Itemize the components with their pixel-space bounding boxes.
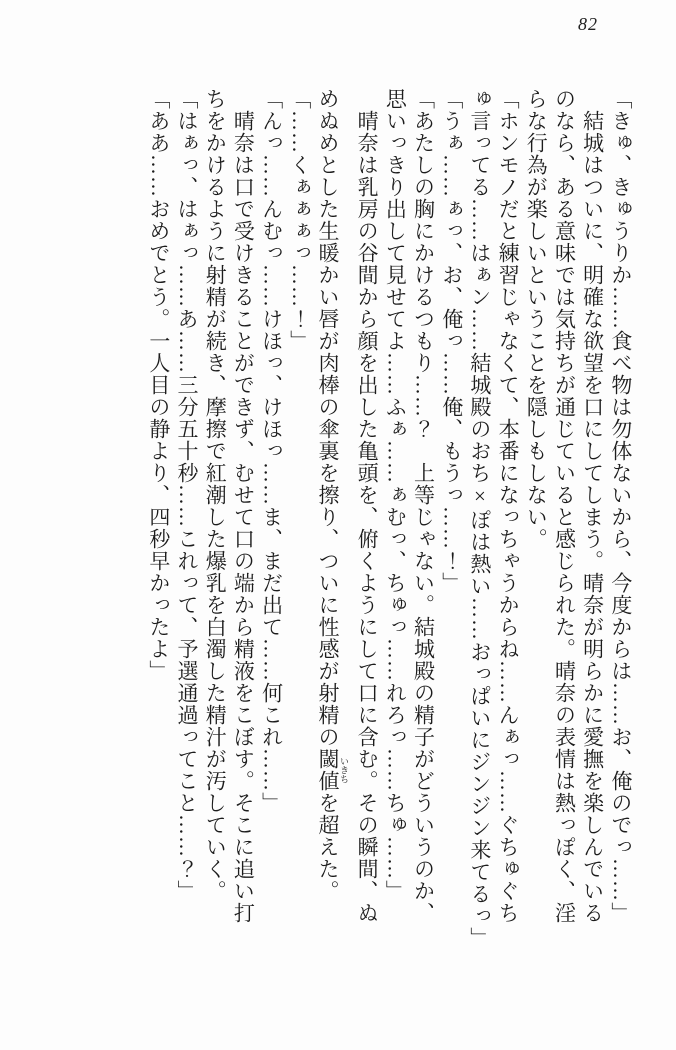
vertical-text-block [141, 88, 638, 1000]
text-line: 晴奈は口で受けきることができず、むせて口の端から精液をこぼす。そこに追い打 [231, 110, 256, 924]
text-line: ちをかけるように射精が続き、摩擦で紅潮した爆乳を白濁した精汁が汚していく。 [203, 88, 228, 902]
text-line: 晴奈は乳房の谷間から顔を出した亀頭を、俯くようにして口に含む。その瞬間、ぬ [355, 110, 380, 924]
text-line: 「……くぁぁぁっ……！」 [287, 88, 312, 352]
text-line: めぬめとした生暖かい唇が肉棒の傘裏を擦り、ついに性感が射精の閾値 いきちを超えた。 [315, 88, 349, 902]
text-line: ゅ言ってる……はぁン……結城殿のおち×ぽは熱い……おっぱいにジンジン来てるっ」 [467, 88, 492, 949]
text-line: 思いっきり出して見せてよ……ふぁ……ぁむっ、ちゅっ……れろっ……ちゅ……」 [383, 88, 408, 902]
text-line: らな行為が楽しいということを隠しもしない。 [524, 88, 549, 550]
text-line: 「ホンモノだと練習じゃなくて、本番になっちゃうからね……んぁっ……ぐちゅぐち [496, 88, 521, 924]
text-line: 「はぁっ、はぁっ……あ……三分五十秒……これって、予選通過ってこと……？」 [175, 88, 199, 902]
text-line: 「あたしの胸にかけるつもり……？ 上等じゃない。結城殿の精子がどういうのか、 [411, 88, 436, 924]
text-line: 「きゅ、きゅうりか……食べ物は勿体ないから、今度からは……お、俺のでっ……」 [608, 88, 633, 924]
page-number: 82 [578, 14, 598, 34]
ruby-annotated-word: 閾値 いきち [315, 748, 349, 792]
text-line: 「ああ……おめでとう。一人目の静より、四秒早かったよ」 [146, 88, 171, 682]
text-line: のなら、ある意味では気持ちが通じていると感じられた。晴奈の表情は熱っぽく、淫 [552, 88, 577, 924]
text-line: 結城はついに、明確な欲望を口にしてしまう。晴奈が明らかに愛撫を楽しんでいる [580, 110, 605, 924]
text-line: 「うぁ……ぁっ、お、俺っ……俺、もうっ……！」 [439, 88, 464, 594]
text-line: 「んっ……んむっ……けほっ、けほっ……ま、まだ出て……何これ……」 [259, 88, 284, 814]
